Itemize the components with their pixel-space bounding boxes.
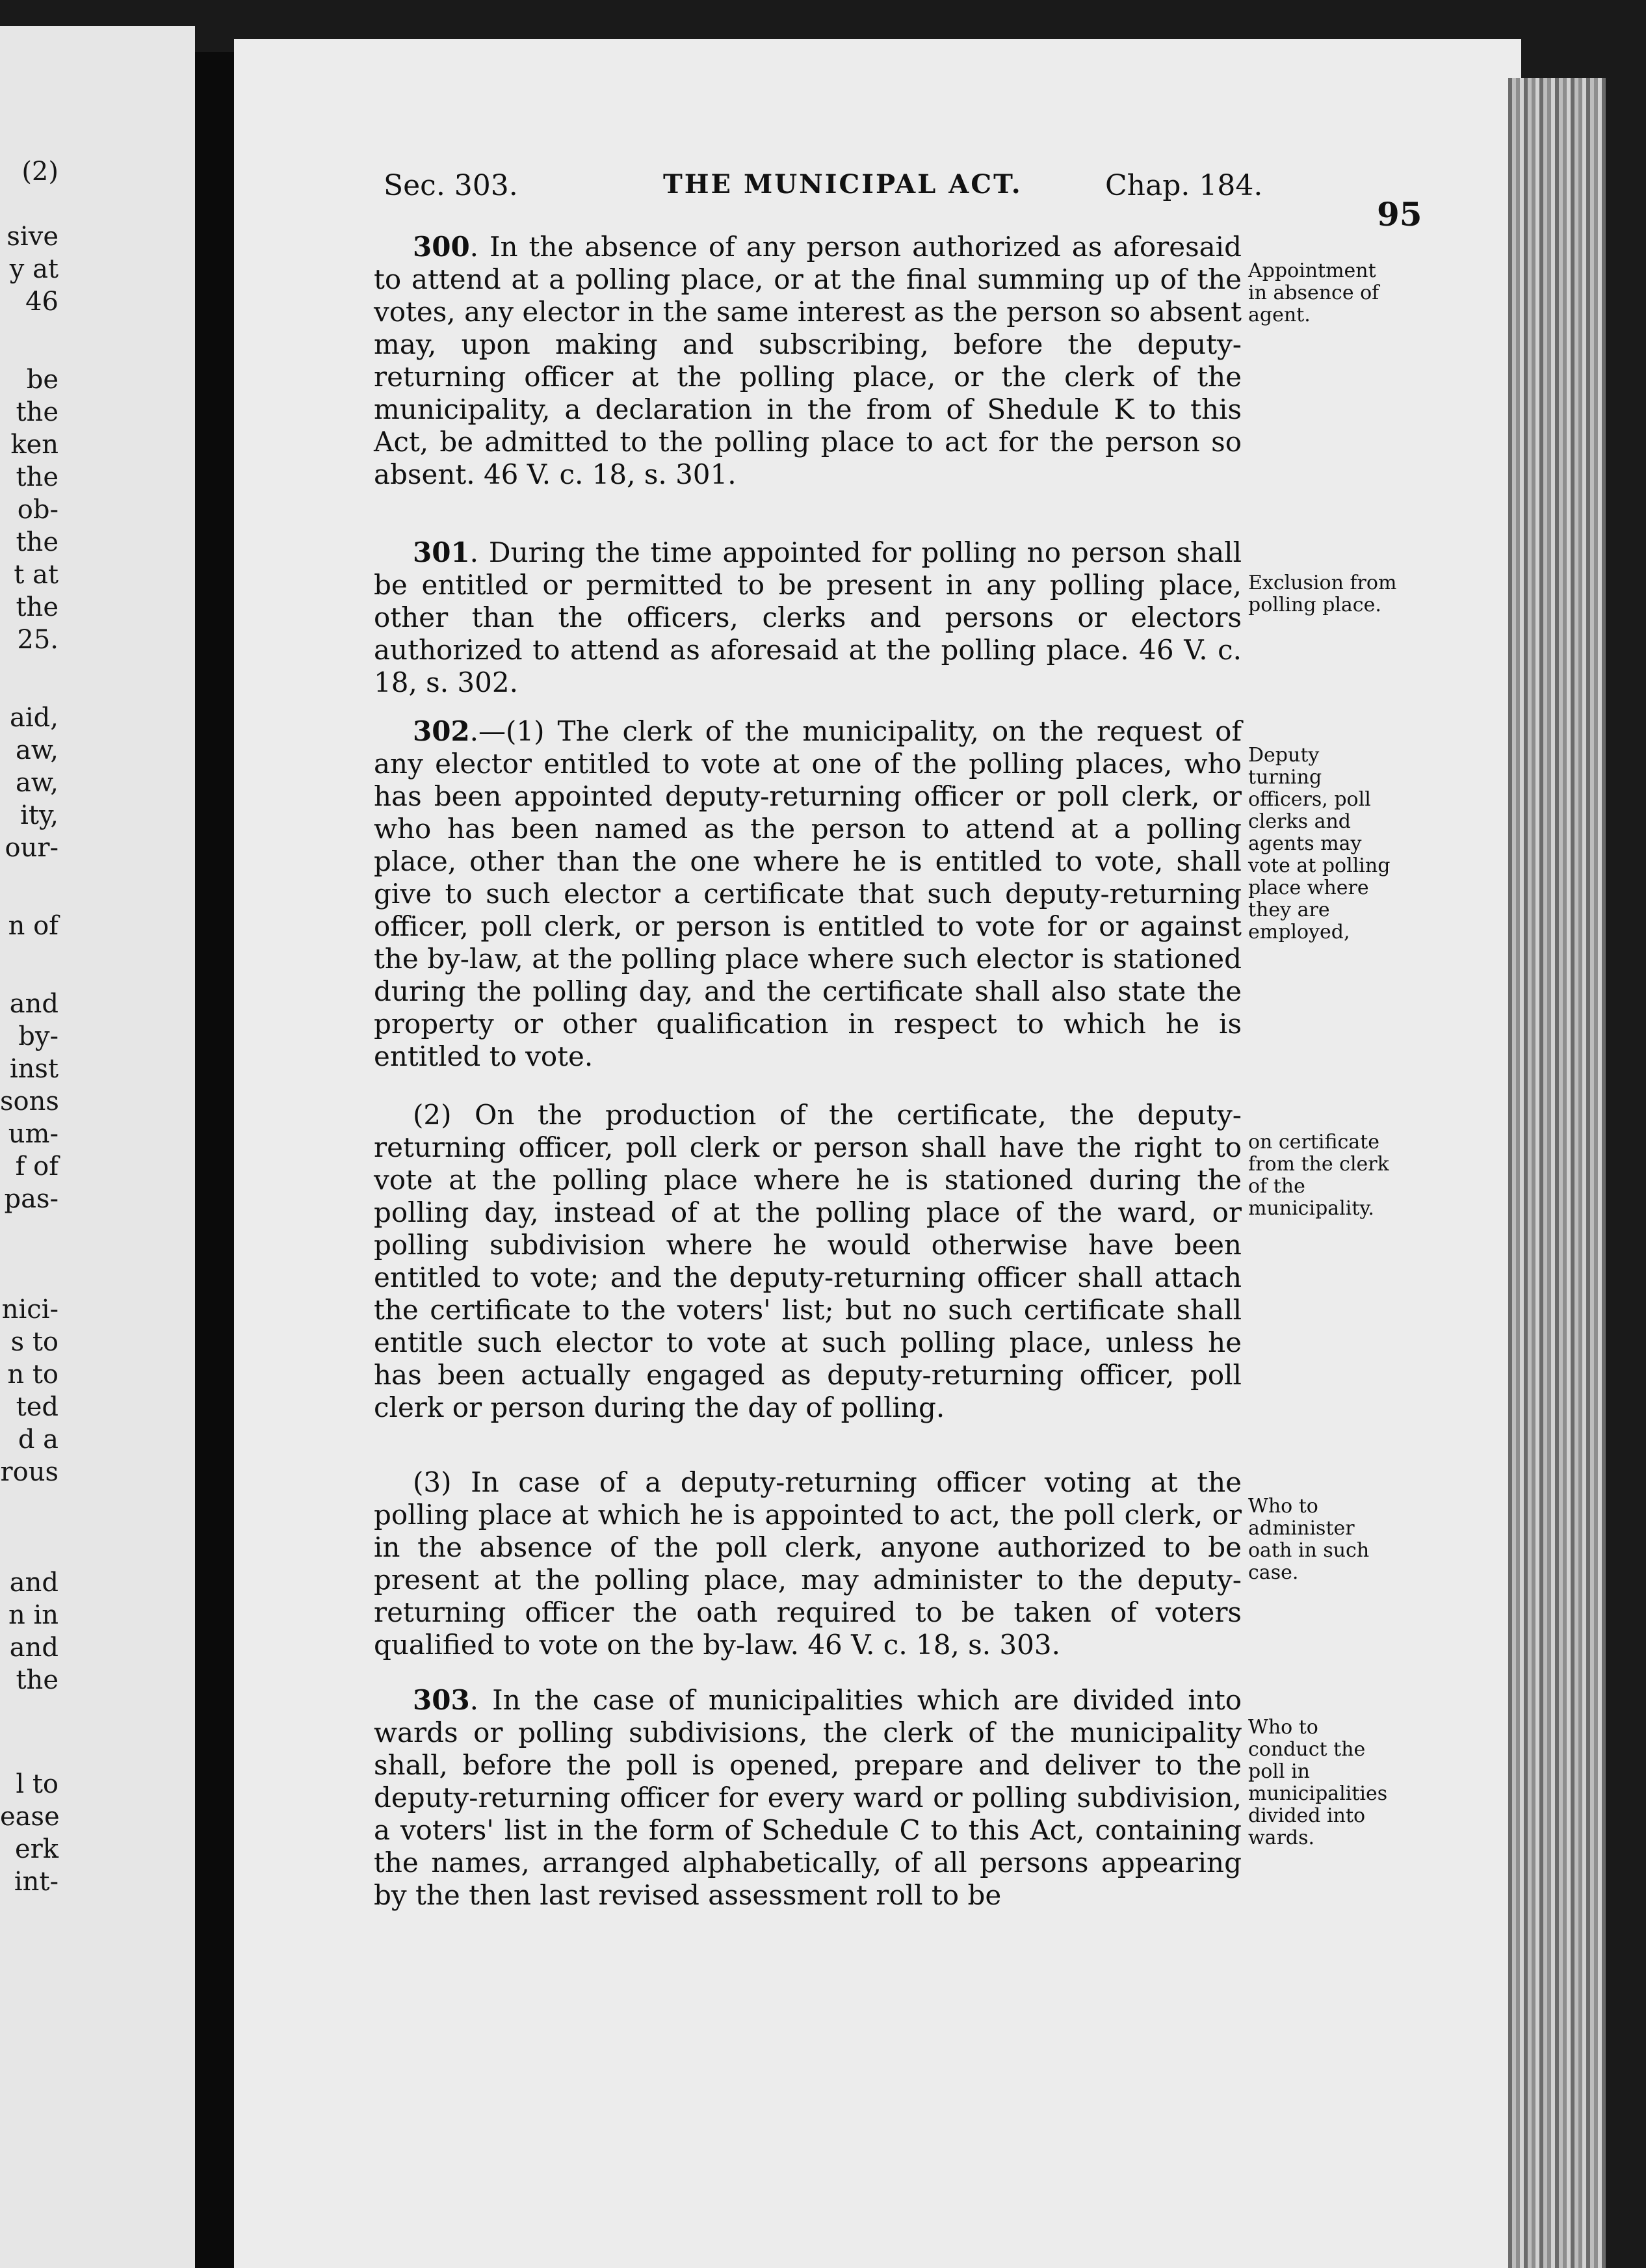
section-300 bbox=[374, 231, 1242, 491]
facing-page-fragment: the bbox=[16, 527, 59, 557]
facing-page-fragment: the bbox=[16, 397, 59, 427]
header-chapter: Chap. 184. bbox=[1105, 169, 1263, 202]
section-302-2 bbox=[374, 1099, 1242, 1424]
facing-page-fragment: t at bbox=[14, 560, 59, 590]
section-302-3 bbox=[374, 1466, 1242, 1661]
facing-page-fragment: the bbox=[16, 1665, 59, 1695]
book-gutter bbox=[195, 52, 234, 2268]
facing-page-fragment: rous bbox=[0, 1457, 59, 1487]
facing-page-fragment: aw, bbox=[15, 735, 59, 765]
facing-page-fragment: l to bbox=[16, 1769, 59, 1799]
facing-page-fragment: int- bbox=[14, 1867, 59, 1897]
facing-page-fragment: um- bbox=[8, 1119, 59, 1149]
section-number: 301 bbox=[413, 536, 470, 568]
facing-page-fragment: n to bbox=[7, 1360, 59, 1390]
facing-page-fragment: and bbox=[9, 1633, 59, 1663]
section-text: . In the case of municipalities which are divided into wards or polling subdivisions, the clerk of the municipality shall, before the poll is opened, prepare and deliver to the deputy-returning officer for every ward or polling subdivision, a voters' list in the form of Schedule C to this Act, containing the names, arranged alphabetically, of all persons appearing by the then last revised assessment roll to be bbox=[374, 1684, 1242, 1911]
section-text: . In the absence of any person authorized as aforesaid to attend at a polling place, or at the final summing up of the votes, any elector in the same interest as the person so absent may, upon making and subscribing, before the deputy-returning officer at the polling place, or the clerk of the municipality, a declaration in the from of Shedule K to this Act, be admitted to the polling place to act for the person so absent. 46 V. c. 18, s. 301. bbox=[374, 231, 1242, 490]
facing-page-fragment: ob- bbox=[17, 495, 59, 525]
facing-page-fragment: (2) bbox=[21, 157, 59, 187]
section-303 bbox=[374, 1684, 1242, 1912]
facing-page-fragment: our- bbox=[5, 833, 59, 863]
section-number: 302 bbox=[413, 715, 470, 747]
facing-page-fragment: nici- bbox=[1, 1295, 59, 1325]
section-302-1 bbox=[374, 715, 1242, 1073]
facing-page-fragment: the bbox=[16, 592, 59, 622]
facing-page-fragment: 25. bbox=[17, 625, 59, 655]
page-number: 95 bbox=[1377, 195, 1422, 233]
facing-page-fragment: be bbox=[26, 365, 59, 395]
margin-note-302-1: Deputy turning officers, poll clerks and agents may vote at polling place where they are employed, bbox=[1248, 744, 1391, 943]
section-text: .—(1) The clerk of the municipality, on the request of any elector entitled to vote at one of the polling places, who has been appointed deputy-returning officer or poll clerk, or who has been named as the person to attend at a polling place, other than the one where he is entitled to vote, shall give to such elector a certificate that such deputy-returning officer, poll clerk, or person is entitled to vote for or against the by-law, at the polling place where such elector is stationed during the polling day, and the certificate shall also state the property or other qualification in respect to which he is entitled to vote. bbox=[374, 715, 1242, 1072]
facing-page-fragment: and bbox=[9, 1568, 59, 1598]
facing-page-fragment: ken bbox=[10, 430, 59, 460]
facing-page-fragment: y at bbox=[9, 254, 59, 284]
margin-note-301: Exclusion from polling place. bbox=[1248, 572, 1397, 616]
section-301 bbox=[374, 536, 1242, 699]
section-text: (3) In case of a deputy-returning officer voting at the polling place at which he is appointed to act, the poll clerk, or in the absence of the poll clerk, anyone authorized to be present at the polling place, may administer to the deputy-returning officer the oath required to be taken of voters qualified to vote on the by-law. 46 V. c. 18, s. 303. bbox=[374, 1466, 1242, 1661]
facing-page-fragment: ted bbox=[16, 1392, 59, 1422]
facing-page-fragment: n of bbox=[8, 911, 59, 941]
section-number: 303 bbox=[413, 1684, 470, 1716]
facing-page-fragment: sons bbox=[0, 1087, 59, 1116]
section-text: . During the time appointed for polling no person shall be entitled or permitted to be present in any polling place, other than the officers, clerks and persons or electors authorized to attend as aforesaid at the polling place. 46 V. c. 18, s. 302. bbox=[374, 536, 1242, 698]
header-section: Sec. 303. bbox=[384, 169, 518, 202]
section-text: (2) On the production of the certificate, the deputy-returning officer, poll clerk or person shall have the right to vote at the polling place where he is stationed during the polling day, instead of at the polling place of the ward, or polling subdivision where he would otherwise have been entitled to vote; and the deputy-returning officer shall attach the certificate to the voters' list; but no such certificate shall entitle such elector to vote at such polling place, unless he has been actually engaged as deputy-returning officer, poll clerk or person during the day of polling. bbox=[374, 1099, 1242, 1423]
margin-note-303: Who to conduct the poll in municipalities divided into wards. bbox=[1248, 1716, 1388, 1849]
page-edges bbox=[1508, 78, 1606, 2268]
facing-page-fragment: and bbox=[9, 989, 59, 1019]
section-number: 300 bbox=[413, 231, 470, 263]
facing-page-fragment: ity, bbox=[20, 800, 59, 830]
facing-page-fragment: s to bbox=[10, 1327, 59, 1357]
facing-page-fragment: erk bbox=[14, 1834, 59, 1864]
facing-page-strip bbox=[0, 26, 195, 2268]
facing-page-fragment: f of bbox=[15, 1152, 59, 1181]
margin-note-302-3: Who to administer oath in such case. bbox=[1248, 1495, 1370, 1584]
facing-page-fragment: ease bbox=[0, 1802, 60, 1832]
facing-page-fragment: pas- bbox=[4, 1184, 59, 1214]
facing-page-fragment: n in bbox=[8, 1600, 59, 1630]
facing-page-fragment: 46 bbox=[25, 287, 59, 317]
facing-page-fragment: sive bbox=[7, 222, 59, 252]
header-title: THE MUNICIPAL ACT. bbox=[663, 169, 1023, 200]
facing-page-fragment: aw, bbox=[15, 768, 59, 798]
facing-page-fragment: by- bbox=[18, 1022, 59, 1051]
margin-note-302-2: on certificate from the clerk of the municipality. bbox=[1248, 1131, 1389, 1220]
facing-page-fragment: d a bbox=[18, 1425, 59, 1455]
facing-page-fragment: inst bbox=[9, 1054, 59, 1084]
facing-page-fragment: the bbox=[16, 462, 59, 492]
margin-note-300: Appointment in absence of agent. bbox=[1248, 259, 1379, 326]
facing-page-fragment: aid, bbox=[10, 703, 59, 733]
